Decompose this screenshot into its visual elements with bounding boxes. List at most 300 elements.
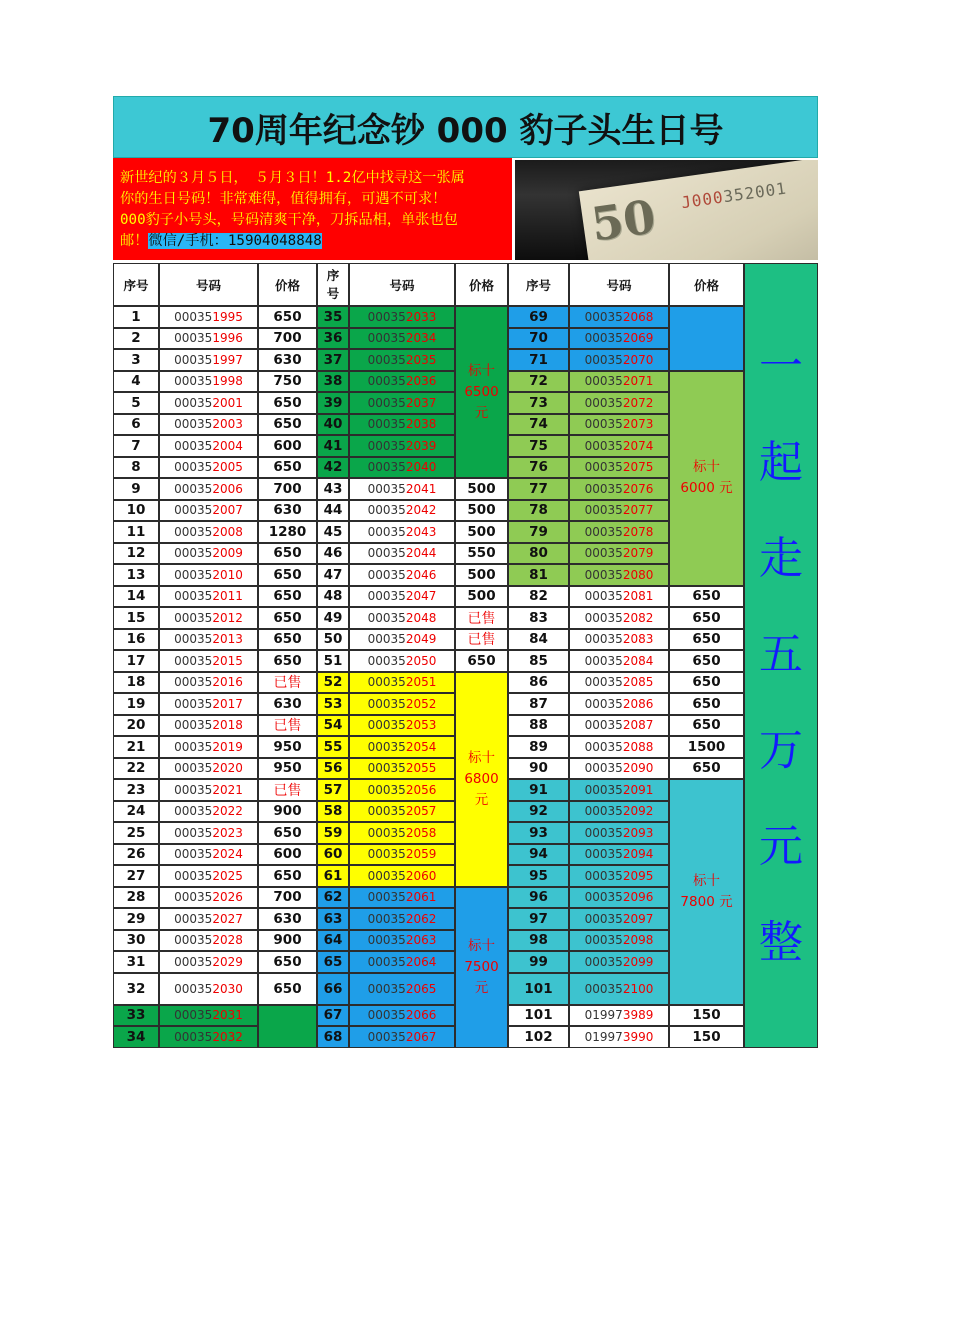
code-suffix: 2007 <box>212 503 243 518</box>
row-code <box>569 672 669 694</box>
row-seq: 93 <box>508 822 569 844</box>
code-prefix: 00035 <box>174 1008 213 1023</box>
row-code <box>569 564 669 586</box>
code-suffix: 2019 <box>212 739 243 754</box>
row-code <box>159 629 258 651</box>
row-seq: 95 <box>508 865 569 887</box>
code-suffix: 2085 <box>622 675 654 690</box>
header-seq: 序 号 <box>317 263 349 306</box>
code-prefix: 00035 <box>174 1029 213 1044</box>
row-seq: 17 <box>113 650 159 672</box>
row-seq: 45 <box>317 521 349 543</box>
header-code: 号码 <box>159 263 258 306</box>
code-prefix: 00035 <box>367 954 406 969</box>
code-prefix: 00035 <box>174 524 213 539</box>
row-price: 650 <box>669 650 744 672</box>
row-seq: 19 <box>113 693 159 715</box>
code-prefix: 00035 <box>584 546 623 561</box>
row-code <box>159 349 258 371</box>
row-price: 700 <box>258 328 317 350</box>
row-price: 950 <box>258 758 317 780</box>
row-seq: 84 <box>508 629 569 651</box>
group-price: 标十 7800 元 <box>669 779 744 1005</box>
intro-line: 000豹子小号头，号码清爽干净，刀拆品相，单张也包 <box>120 212 458 228</box>
code-suffix: 2059 <box>405 847 437 862</box>
row-seq: 53 <box>317 693 349 715</box>
code-prefix: 00035 <box>174 933 213 948</box>
row-code <box>349 693 455 715</box>
code-prefix: 00035 <box>367 1029 406 1044</box>
row-seq: 102 <box>508 1026 569 1048</box>
code-prefix: 00035 <box>584 460 623 475</box>
row-seq: 50 <box>317 629 349 651</box>
row-seq: 68 <box>317 1026 349 1048</box>
row-price: 1280 <box>258 521 317 543</box>
row-code <box>159 930 258 952</box>
row-seq: 25 <box>113 822 159 844</box>
row-code <box>349 392 455 414</box>
row-code <box>569 435 669 457</box>
code-prefix: 00035 <box>367 782 406 797</box>
row-code <box>569 908 669 930</box>
code-suffix: 2075 <box>622 460 654 475</box>
banknote <box>579 160 818 260</box>
row-price: 650 <box>669 758 744 780</box>
row-code <box>159 693 258 715</box>
row-code <box>569 586 669 608</box>
row-seq: 22 <box>113 758 159 780</box>
code-prefix: 00035 <box>367 1008 406 1023</box>
code-prefix: 00035 <box>584 395 623 410</box>
row-code <box>159 371 258 393</box>
row-seq: 15 <box>113 607 159 629</box>
row-seq: 44 <box>317 500 349 522</box>
row-code <box>349 930 455 952</box>
code-suffix: 2063 <box>405 933 437 948</box>
code-prefix: 00035 <box>584 890 623 905</box>
code-prefix: 00035 <box>174 352 213 367</box>
row-code <box>349 908 455 930</box>
code-prefix: 00035 <box>584 567 623 582</box>
code-suffix: 2050 <box>405 653 437 668</box>
row-code <box>349 650 455 672</box>
header-price: 价格 <box>455 263 508 306</box>
row-code <box>349 435 455 457</box>
code-suffix: 2100 <box>622 981 654 996</box>
code-prefix: 00035 <box>584 847 623 862</box>
code-suffix: 2044 <box>405 546 437 561</box>
row-code <box>159 392 258 414</box>
row-seq: 58 <box>317 801 349 823</box>
row-seq: 67 <box>317 1005 349 1027</box>
row-seq: 60 <box>317 844 349 866</box>
row-price: 650 <box>669 715 744 737</box>
code-suffix: 2042 <box>405 503 437 518</box>
row-seq: 9 <box>113 478 159 500</box>
row-code <box>569 521 669 543</box>
group-price: 标十 7500 元 <box>455 887 508 1048</box>
code-prefix: 00035 <box>174 331 213 346</box>
code-suffix: 2043 <box>405 524 437 539</box>
row-seq: 55 <box>317 736 349 758</box>
row-code <box>569 822 669 844</box>
banknote-serial <box>680 179 788 213</box>
row-seq: 78 <box>508 500 569 522</box>
code-suffix: 2052 <box>405 696 437 711</box>
row-code <box>569 392 669 414</box>
row-code <box>159 650 258 672</box>
code-suffix: 2095 <box>622 868 654 883</box>
row-code <box>349 629 455 651</box>
code-suffix: 2090 <box>622 761 654 776</box>
row-code <box>569 1005 669 1027</box>
row-seq: 6 <box>113 414 159 436</box>
contact-info: 微信/手机：15904048848 <box>148 233 322 249</box>
row-code <box>349 1026 455 1048</box>
code-prefix: 00035 <box>584 653 623 668</box>
code-prefix: 00035 <box>584 438 623 453</box>
row-seq: 21 <box>113 736 159 758</box>
row-price: 900 <box>258 801 317 823</box>
code-suffix: 2024 <box>212 847 243 862</box>
row-code <box>349 1005 455 1027</box>
page-title: 70周年纪念钞 000 豹子头生日号 <box>113 96 818 158</box>
row-code <box>159 478 258 500</box>
code-suffix: 2094 <box>622 847 654 862</box>
code-prefix: 00035 <box>367 503 406 518</box>
row-seq: 86 <box>508 672 569 694</box>
row-seq: 63 <box>317 908 349 930</box>
row-seq: 91 <box>508 779 569 801</box>
row-seq: 99 <box>508 951 569 973</box>
row-price: 已售 <box>258 715 317 737</box>
row-seq: 7 <box>113 435 159 457</box>
code-prefix: 00035 <box>367 675 406 690</box>
row-seq: 43 <box>317 478 349 500</box>
row-seq: 11 <box>113 521 159 543</box>
code-prefix: 00035 <box>174 546 213 561</box>
row-seq: 29 <box>113 908 159 930</box>
code-prefix: 00035 <box>584 352 623 367</box>
row-seq: 30 <box>113 930 159 952</box>
code-suffix: 2070 <box>622 352 654 367</box>
code-prefix: 00035 <box>174 981 213 996</box>
code-prefix: 00035 <box>584 911 623 926</box>
row-price: 150 <box>669 1026 744 1048</box>
row-code <box>349 586 455 608</box>
row-code <box>159 887 258 909</box>
row-seq: 94 <box>508 844 569 866</box>
row-seq: 23 <box>113 779 159 801</box>
row-code <box>349 715 455 737</box>
code-suffix: 2076 <box>622 481 654 496</box>
row-price: 已售 <box>455 607 508 629</box>
code-prefix: 00035 <box>584 632 623 647</box>
row-code <box>569 736 669 758</box>
header-price: 价格 <box>258 263 317 306</box>
code-suffix: 2069 <box>622 331 654 346</box>
row-code <box>569 457 669 479</box>
row-seq: 52 <box>317 672 349 694</box>
row-price: 950 <box>258 736 317 758</box>
code-suffix: 2018 <box>212 718 243 733</box>
row-code <box>349 607 455 629</box>
code-suffix: 2046 <box>405 567 437 582</box>
header-seq: 序号 <box>113 263 159 306</box>
row-seq: 38 <box>317 371 349 393</box>
code-prefix: 00035 <box>174 309 213 324</box>
slogan-char: 一 <box>759 341 803 393</box>
code-suffix: 2039 <box>405 438 437 453</box>
code-suffix: 2077 <box>622 503 654 518</box>
row-price: 900 <box>258 930 317 952</box>
code-suffix: 2021 <box>212 782 243 797</box>
row-code <box>159 908 258 930</box>
code-suffix: 2079 <box>622 546 654 561</box>
code-prefix: 00035 <box>174 567 213 582</box>
code-suffix: 2028 <box>212 933 243 948</box>
code-suffix: 2082 <box>622 610 654 625</box>
code-suffix: 2011 <box>212 589 243 604</box>
row-seq: 64 <box>317 930 349 952</box>
row-price: 1500 <box>669 736 744 758</box>
code-suffix: 2006 <box>212 481 243 496</box>
code-prefix: 00035 <box>584 718 623 733</box>
code-prefix: 00035 <box>174 804 213 819</box>
row-price: 650 <box>258 586 317 608</box>
slogan-char: 整 <box>759 917 803 969</box>
code-suffix: 2098 <box>622 933 654 948</box>
row-seq: 88 <box>508 715 569 737</box>
intro-text <box>113 158 512 260</box>
row-price: 650 <box>258 564 317 586</box>
row-price: 650 <box>669 672 744 694</box>
code-suffix: 2051 <box>405 675 437 690</box>
row-code <box>159 822 258 844</box>
row-code <box>159 736 258 758</box>
group-price <box>258 1005 317 1048</box>
code-suffix: 2087 <box>622 718 654 733</box>
row-seq: 32 <box>113 973 159 1005</box>
row-price: 500 <box>455 478 508 500</box>
code-prefix: 00035 <box>367 890 406 905</box>
code-prefix: 00035 <box>584 481 623 496</box>
code-suffix: 2074 <box>622 438 654 453</box>
code-suffix: 2066 <box>405 1008 437 1023</box>
row-price: 630 <box>258 500 317 522</box>
code-suffix: 2088 <box>622 739 654 754</box>
row-seq: 101 <box>508 1005 569 1027</box>
row-code <box>569 887 669 909</box>
code-prefix: 00035 <box>174 481 213 496</box>
row-seq: 26 <box>113 844 159 866</box>
row-code <box>349 500 455 522</box>
row-seq: 77 <box>508 478 569 500</box>
row-code <box>349 371 455 393</box>
code-prefix: 00035 <box>367 911 406 926</box>
banknote-denomination: 50 <box>587 189 659 252</box>
code-prefix: 00035 <box>174 503 213 518</box>
row-seq: 92 <box>508 801 569 823</box>
row-price: 650 <box>669 693 744 715</box>
row-seq: 97 <box>508 908 569 930</box>
row-code <box>159 951 258 973</box>
row-price: 已售 <box>258 779 317 801</box>
row-code <box>159 1005 258 1027</box>
row-seq: 48 <box>317 586 349 608</box>
row-seq: 20 <box>113 715 159 737</box>
header-code: 号码 <box>569 263 669 306</box>
group-price: 标十 6800 元 <box>455 672 508 887</box>
code-prefix: 00035 <box>584 739 623 754</box>
slogan-char: 走 <box>759 533 803 585</box>
row-price: 650 <box>258 306 317 328</box>
row-seq: 37 <box>317 349 349 371</box>
row-code <box>569 306 669 328</box>
row-price: 500 <box>455 564 508 586</box>
code-suffix: 2036 <box>405 374 437 389</box>
code-suffix: 1995 <box>212 309 243 324</box>
code-suffix: 2008 <box>212 524 243 539</box>
code-prefix: 00035 <box>584 589 623 604</box>
row-code <box>569 973 669 1005</box>
row-seq: 27 <box>113 865 159 887</box>
code-suffix: 2031 <box>212 1008 243 1023</box>
intro-line-end: 邮！ <box>120 233 149 249</box>
row-price: 已售 <box>455 629 508 651</box>
row-price: 650 <box>258 865 317 887</box>
row-price: 750 <box>258 371 317 393</box>
row-code <box>569 629 669 651</box>
row-seq: 79 <box>508 521 569 543</box>
code-prefix: 00035 <box>174 653 213 668</box>
code-suffix: 2030 <box>212 981 243 996</box>
code-suffix: 2086 <box>622 696 654 711</box>
code-suffix: 2093 <box>622 825 654 840</box>
code-suffix: 2065 <box>405 981 437 996</box>
row-price: 650 <box>258 392 317 414</box>
row-code <box>159 457 258 479</box>
row-code <box>569 607 669 629</box>
row-price: 600 <box>258 844 317 866</box>
code-suffix: 2034 <box>405 331 437 346</box>
row-code <box>569 1026 669 1048</box>
code-prefix: 00035 <box>367 309 406 324</box>
code-suffix: 2026 <box>212 890 243 905</box>
row-seq: 39 <box>317 392 349 414</box>
row-seq: 76 <box>508 457 569 479</box>
header-code: 号码 <box>349 263 455 306</box>
code-prefix: 00035 <box>367 718 406 733</box>
row-price: 150 <box>669 1005 744 1027</box>
row-seq: 75 <box>508 435 569 457</box>
code-prefix: 00035 <box>174 761 213 776</box>
banknote-photo <box>515 160 818 260</box>
code-suffix: 2078 <box>622 524 654 539</box>
code-prefix: 00035 <box>174 374 213 389</box>
row-code <box>159 1026 258 1048</box>
row-seq: 14 <box>113 586 159 608</box>
code-suffix: 2040 <box>405 460 437 475</box>
code-suffix: 2058 <box>405 825 437 840</box>
row-seq: 12 <box>113 543 159 565</box>
code-prefix: 00035 <box>174 610 213 625</box>
row-seq: 3 <box>113 349 159 371</box>
row-seq: 10 <box>113 500 159 522</box>
row-seq: 61 <box>317 865 349 887</box>
code-prefix: 00035 <box>584 825 623 840</box>
row-code <box>349 349 455 371</box>
row-code <box>159 844 258 866</box>
row-code <box>159 779 258 801</box>
code-prefix: 00035 <box>584 804 623 819</box>
row-code <box>159 672 258 694</box>
code-suffix: 1997 <box>212 352 243 367</box>
code-prefix: 00035 <box>174 417 213 432</box>
row-code <box>569 693 669 715</box>
row-price: 500 <box>455 586 508 608</box>
code-suffix: 2096 <box>622 890 654 905</box>
row-seq: 49 <box>317 607 349 629</box>
code-prefix: 00035 <box>367 632 406 647</box>
code-suffix: 2067 <box>405 1029 437 1044</box>
row-code <box>349 801 455 823</box>
code-prefix: 00035 <box>174 911 213 926</box>
code-suffix: 2015 <box>212 653 243 668</box>
code-prefix: 00035 <box>584 981 623 996</box>
row-seq: 5 <box>113 392 159 414</box>
row-seq: 4 <box>113 371 159 393</box>
code-suffix: 2027 <box>212 911 243 926</box>
code-prefix: 00035 <box>367 331 406 346</box>
code-prefix: 00035 <box>367 567 406 582</box>
row-price: 650 <box>258 629 317 651</box>
intro-line <box>120 231 506 252</box>
code-prefix: 00035 <box>367 395 406 410</box>
row-seq: 73 <box>508 392 569 414</box>
code-suffix: 2049 <box>405 632 437 647</box>
row-seq: 51 <box>317 650 349 672</box>
code-prefix: 00035 <box>174 395 213 410</box>
code-prefix: 00035 <box>367 868 406 883</box>
row-code <box>569 328 669 350</box>
row-seq: 1 <box>113 306 159 328</box>
row-price: 650 <box>258 457 317 479</box>
code-prefix: 00035 <box>174 847 213 862</box>
code-suffix: 2047 <box>405 589 437 604</box>
row-seq: 70 <box>508 328 569 350</box>
row-seq: 85 <box>508 650 569 672</box>
code-prefix: 01997 <box>584 1029 623 1044</box>
row-code <box>349 736 455 758</box>
row-code <box>159 328 258 350</box>
row-price: 650 <box>258 822 317 844</box>
code-prefix: 00035 <box>174 868 213 883</box>
row-seq: 59 <box>317 822 349 844</box>
code-prefix: 00035 <box>584 933 623 948</box>
row-seq: 98 <box>508 930 569 952</box>
code-suffix: 2081 <box>622 589 654 604</box>
code-suffix: 2020 <box>212 761 243 776</box>
code-suffix: 2091 <box>622 782 654 797</box>
code-prefix: 00035 <box>367 847 406 862</box>
row-price: 630 <box>258 693 317 715</box>
row-seq: 24 <box>113 801 159 823</box>
row-price: 650 <box>258 607 317 629</box>
code-prefix: 00035 <box>367 761 406 776</box>
slogan-column <box>744 263 818 1048</box>
row-seq: 101 <box>508 973 569 1005</box>
